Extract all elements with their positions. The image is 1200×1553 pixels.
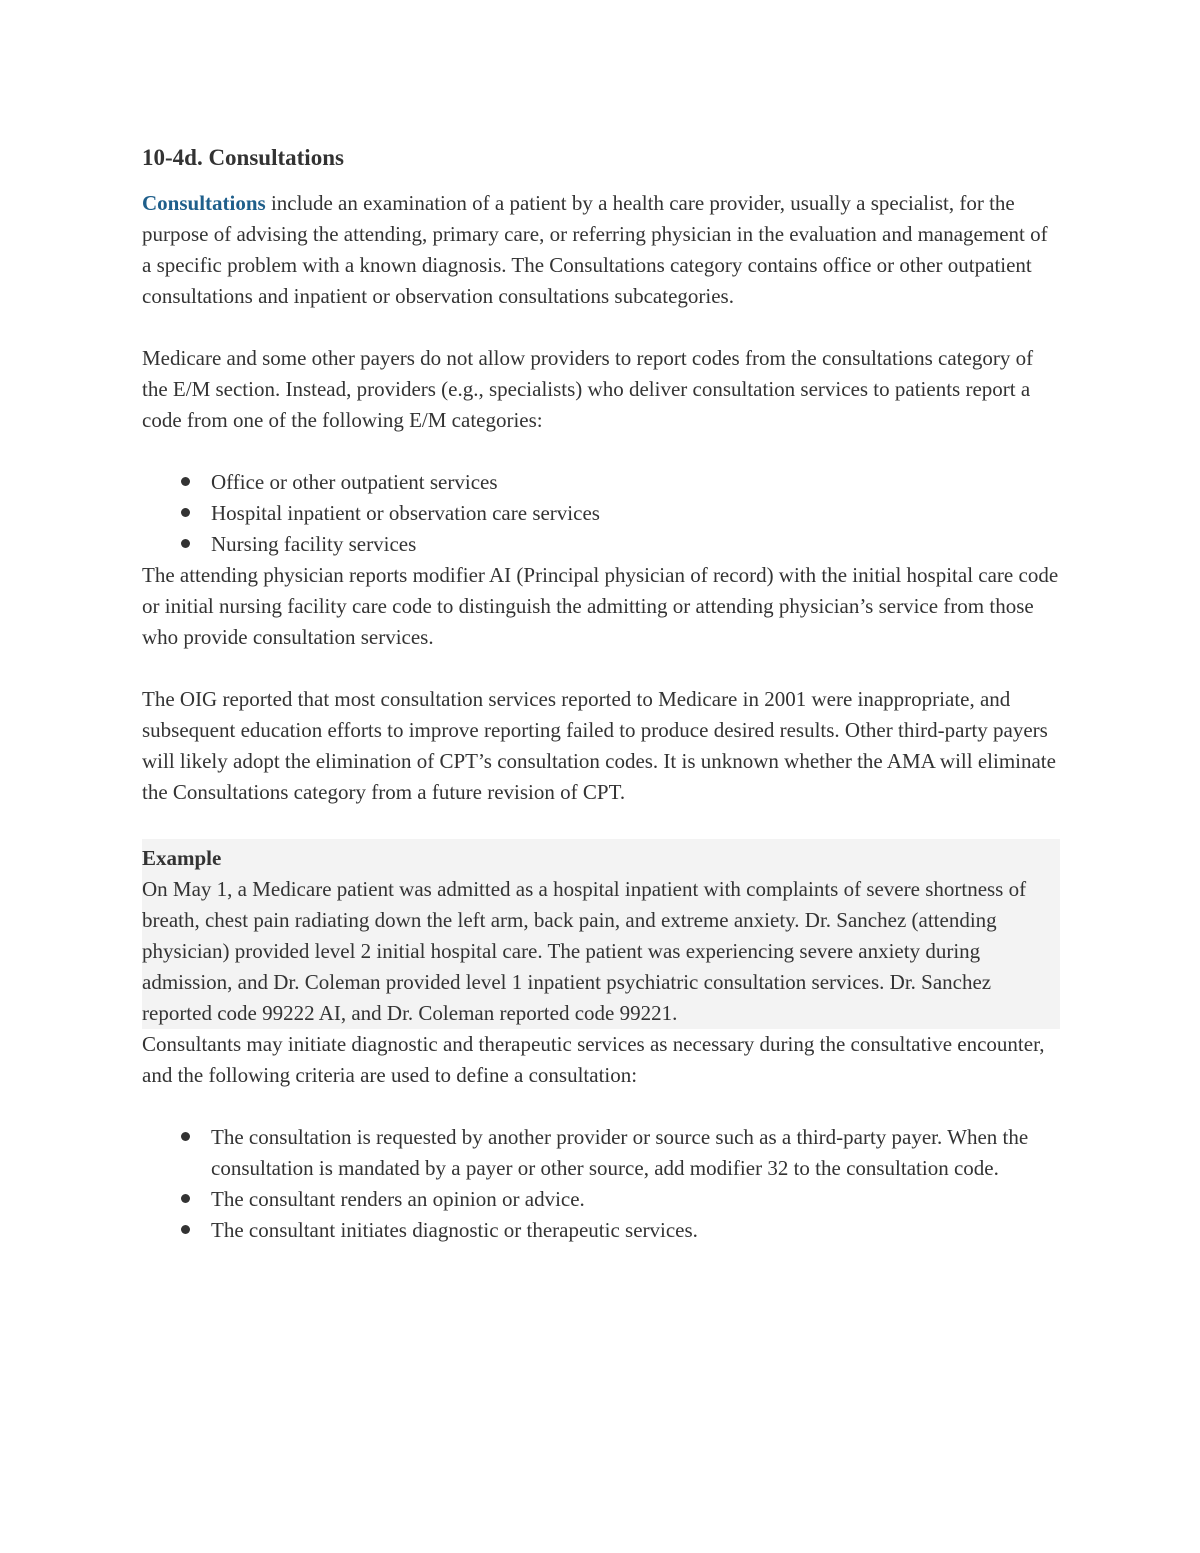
example-box	[142, 839, 1060, 1029]
example-text: On May 1, a Medicare patient was admitted as a hospital inpatient with complaints of severe shortness of breath, chest pain radiating down the left arm, back pain, and extreme anxiety. Dr. Sanchez (attending physician) provided level 2 initial hospital care. The patient was experiencing severe anxiety during admission, and Dr. Coleman provided level 1 inpatient psychiatric consultation services. Dr. Sanchez reported code 99222 AI, and Dr. Coleman reported code 99221.	[142, 877, 1027, 1025]
paragraph-gap	[142, 808, 1060, 839]
bullet-icon	[181, 477, 190, 486]
bullet-icon	[181, 1132, 190, 1141]
bullet-icon	[181, 1225, 190, 1234]
consultation-criteria-list	[142, 1122, 1060, 1246]
bullet-icon	[181, 539, 190, 548]
em-categories-list	[142, 467, 1060, 560]
intro-text: include an examination of a patient by a health care provider, usually a specialist, for the purpose of advising the attending, primary care, or referring physician in the evaluation and management of a specific problem with a known diagnosis. The Consultations category contains office or other outpatient consultations and inpatient or observation consultations subcategories.	[142, 191, 1048, 308]
document-content	[142, 140, 1060, 1246]
medicare-paragraph: Medicare and some other payers do not allow providers to report codes from the consultations category of the E/M section. Instead, providers (e.g., specialists) who deliver consultation services to patients report a code from one of the following E/M categories:	[142, 346, 1034, 432]
attending-paragraph: The attending physician reports modifier AI (Principal physician of record) with the initial hospital care code or initial nursing facility care code to distinguish the admitting or attending physician’s service from those who provide consultation services.	[142, 563, 1059, 649]
bullet-icon	[181, 508, 190, 517]
example-heading: Example	[142, 846, 222, 870]
intro-paragraph	[142, 188, 1060, 312]
paragraph-gap	[142, 436, 1060, 467]
paragraph-gap	[142, 653, 1060, 684]
oig-paragraph: The OIG reported that most consultation services reported to Medicare in 2001 were inappropriate, and subsequent education efforts to improve reporting failed to produce desired results. Other third-party payers will likely adopt the elimination of CPT’s consultation codes. It is unknown whether the AMA will eliminate the Consultations category from a future revision of CPT.	[142, 687, 1056, 804]
section-title: 10-4d. Consultations	[142, 145, 344, 170]
paragraph-gap	[142, 312, 1060, 343]
consultations-term: Consultations	[142, 191, 266, 215]
list-item: The consultant renders an opinion or advice.	[211, 1184, 1060, 1215]
list-item: The consultant initiates diagnostic or therapeutic services.	[211, 1215, 1060, 1246]
list-item: The consultation is requested by another provider or source such as a third-party payer. When the consultation is mandated by a payer or other source, add modifier 32 to the consultation code.	[211, 1122, 1060, 1184]
consultants-paragraph: Consultants may initiate diagnostic and therapeutic services as necessary during the consultative encounter, and the following criteria are used to define a consultation:	[142, 1032, 1045, 1087]
list-item: Office or other outpatient services	[211, 467, 1060, 498]
list-item: Nursing facility services	[211, 529, 1060, 560]
paragraph-gap	[142, 1091, 1060, 1122]
bullet-icon	[181, 1194, 190, 1203]
list-item: Hospital inpatient or observation care services	[211, 498, 1060, 529]
